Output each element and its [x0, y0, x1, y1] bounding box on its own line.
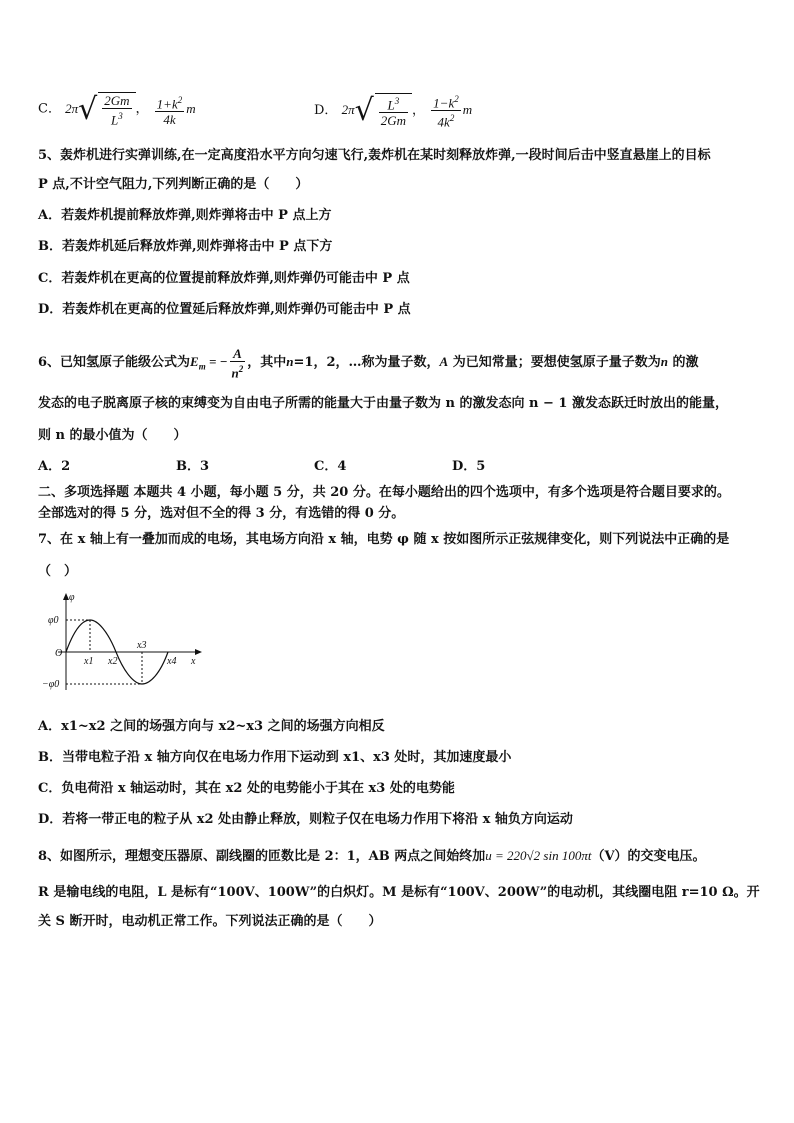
q7-option-c: C．负电荷沿 x 轴运动时，其在 x2 处的电势能小于其在 x3 处的电势能 — [38, 781, 455, 796]
q4-option-c: C． 2π√ $\frac{2Gm}{L^3}$ ， $\frac{1+k^2}{4k}$ m — [38, 91, 196, 128]
q6-stem-line3: 则 n 的最小值为（ ） — [38, 428, 187, 443]
q6-stem-line1: 6、已知氢原子能级公式为$E_m$ = − $\frac{A}{n^2}$ ，其中n=1，2，…称为量子数，A 为已知常量；要想使氢原子量子数为n 的激 — [38, 346, 699, 381]
q7-stem-line1: 7、在 x 轴上有一叠加而成的电场，其电场方向沿 x 轴，电势 φ 随 x 按如图所示正弦规律变化，则下列说法中正确的是 — [38, 532, 730, 547]
q5-option-a: A．若轰炸机提前释放炸弹,则炸弹将击中 P 点上方 — [38, 208, 332, 223]
q6-energy-formula: $E_m$ = − $\frac{A}{n^2}$ — [190, 346, 244, 381]
q7-stem-line2: （ ） — [38, 564, 78, 579]
q5-stem-line1: 5、轰炸机进行实弹训练,在一定高度沿水平方向匀速飞行,轰炸机在某时刻释放炸弹,一段时间后击中竖直悬崖上的目标 — [38, 148, 711, 163]
q6-option-c: C．4 — [314, 459, 347, 474]
q8-stem-line3: 关 S 断开时，电动机正常工作。下列说法正确的是（ ） — [38, 914, 382, 929]
q5-option-d: D．若轰炸机在更高的位置延后释放炸弹,则炸弹仍可能击中 P 点 — [38, 302, 411, 317]
q6-option-b: B．3 — [176, 459, 210, 474]
q4-c-formula: 2π√ $\frac{2Gm}{L^3}$ — [65, 101, 135, 116]
phi0-label: φ0 — [48, 615, 59, 626]
x-label: x — [191, 656, 196, 667]
x4-label: x4 — [167, 656, 177, 667]
q4-d-formula: 2π√ $\frac{L^3}{2Gm}$ — [342, 102, 412, 117]
q8-stem-line2: R 是输电线的电阻，L 是标有“100V、100W”的白炽灯。M 是标有“100V、200W”的电动机，其线圈电阻 r=10 Ω。开 — [38, 885, 760, 900]
x1-label: x1 — [84, 656, 94, 667]
q7-option-b: B．当带电粒子沿 x 轴方向仅在电场力作用下运动到 x1、x3 处时，其加速度最小 — [38, 750, 512, 765]
q6-option-d: D．5 — [452, 459, 486, 474]
q7-option-d: D．若将一带正电的粒子从 x2 处由静止释放，则粒子仅在电场力作用下将沿 x 轴负方向运动 — [38, 812, 573, 827]
x2-label: x2 — [108, 656, 118, 667]
q5-stem-line2: P 点,不计空气阻力,下列判断正确的是（ ） — [38, 177, 309, 192]
origin-label: O — [55, 648, 63, 659]
phi-label: φ — [69, 592, 75, 603]
q5-option-c: C．若轰炸机在更高的位置提前释放炸弹,则炸弹仍可能击中 P 点 — [38, 271, 410, 286]
neg-phi0-label: −φ0 — [42, 679, 60, 690]
q7-potential-graph — [38, 590, 208, 700]
section2-instructions-line2: 全部选对的得 5 分，选对但不全的得 3 分，有选错的得 0 分。 — [38, 506, 405, 521]
q7-option-a: A．x1~x2 之间的场强方向与 x2~x3 之间的场强方向相反 — [38, 719, 385, 734]
q8-voltage-formula: u = 220√2 sin 100πt — [485, 848, 592, 863]
x-axis-arrow — [195, 649, 202, 655]
q4-option-d: D． 2π√ $\frac{L^3}{2Gm}$ ， $\frac{1-k^2}{4k^2}$ m — [314, 92, 473, 130]
q6-stem-line2: 发态的电子脱离原子核的束缚变为自由电子所需的能量大于由量子数为 n 的激发态向 n − 1 激发态跃迁时放出的能量， — [38, 396, 728, 411]
q5-option-b: B．若轰炸机延后释放炸弹,则炸弹将击中 P 点下方 — [38, 239, 333, 254]
q6-option-a: A．2 — [38, 459, 71, 474]
section2-instructions-line1: 二、多项选择题 本题共 4 小题，每小题 5 分，共 20 分。在每小题给出的四个选项中，有多个选项是符合题目要求的。 — [38, 485, 730, 500]
q8-stem-line1: 8、如图所示，理想变压器原、副线圈的匝数比是 2：1，AB 两点之间始终加u = 220√2 sin 100πt（V）的交变电压。 — [38, 848, 706, 864]
x3-label: x3 — [137, 640, 147, 651]
